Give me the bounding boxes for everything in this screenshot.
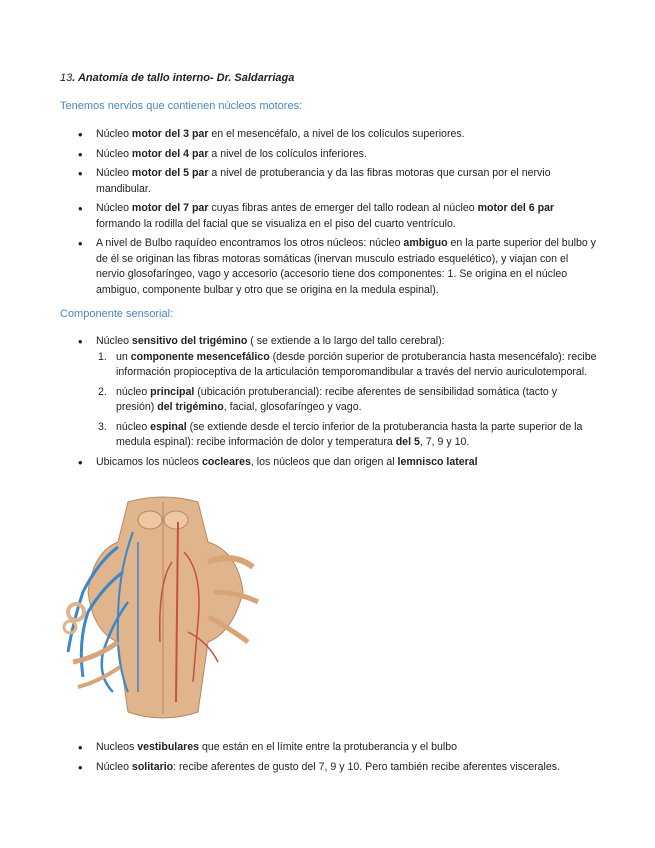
text: , 7, 9 y 10. — [419, 436, 470, 448]
bold-text: motor del 6 par — [477, 202, 555, 214]
list-item — [78, 201, 598, 232]
text: Núcleo — [96, 335, 132, 347]
bold-text: lemnisco lateral — [397, 455, 478, 468]
list-item — [78, 455, 598, 471]
sublist-item — [96, 420, 598, 451]
title-number: 13 — [60, 72, 73, 84]
bold-text: espinal — [150, 420, 187, 433]
bold-text: ambiguo — [403, 237, 448, 249]
motor-heading: Tenemos nervios que contienen núcleos motores: — [60, 100, 303, 112]
item-number: 3. — [98, 420, 107, 433]
item-number: 2. — [98, 385, 107, 398]
text: a nivel de los colículos inferiores. — [208, 147, 367, 160]
bold-text: vestibulares — [137, 741, 200, 753]
text: Núcleo — [96, 202, 132, 214]
text: a nivel de protuberancia y da las fibras motoras que cursan por el nervio mandibular. — [96, 167, 551, 195]
text: núcleo — [116, 420, 151, 433]
text: ( se extiende a lo largo del tallo cerebral): — [247, 335, 445, 347]
sensory-list — [78, 334, 598, 474]
brainstem-svg — [58, 492, 268, 724]
list-item — [78, 740, 598, 756]
text: cuyas fibras antes de emerger del tallo rodean al núcleo — [208, 202, 478, 214]
brainstem-illustration-icon — [58, 492, 268, 724]
page-title — [60, 72, 294, 84]
text: : recibe aferentes de gusto del 7, 9 y 10. Pero también recibe aferentes viscerales. — [173, 760, 561, 773]
text: , facial, glosofaríngeo y vago. — [223, 401, 362, 413]
sensory-heading: Componente sensorial: — [60, 308, 174, 320]
text: (ubicación protuberancial): recibe aferentes de sensibilidad somática (tacto y presión) — [116, 385, 558, 413]
text: en el mesencéfalo, a nivel de los colículos superiores. — [208, 128, 465, 140]
text: Nucleos — [96, 741, 138, 753]
text: Núcleo — [96, 167, 132, 179]
bold-text: motor del 3 par — [131, 128, 209, 140]
bold-text: del trigémino — [157, 401, 224, 413]
text: que están en el límite entre la protuberancia y el bulbo — [199, 741, 458, 753]
bottom-list — [78, 740, 598, 779]
text: Ubicamos los núcleos — [96, 455, 202, 468]
list-item — [78, 760, 598, 776]
bold-text: principal — [150, 385, 195, 398]
bold-text: sensitivo del trigémino — [131, 335, 248, 347]
bold-text: cocleares — [201, 455, 251, 468]
text: (se extiende desde el tercio inferior de la protuberancia hasta la parte superior de la medula espinal): recibe información de dolor y temperatura — [116, 420, 583, 448]
list-item — [78, 236, 598, 298]
text: un — [116, 350, 131, 363]
text: Núcleo — [96, 760, 132, 773]
sublist-item — [96, 350, 598, 381]
bold-text: del 5 — [395, 436, 420, 448]
bold-text: componente mesencefálico — [130, 350, 270, 363]
title-text: . Anatomía de tallo interno- Dr. Saldarriaga — [72, 72, 295, 84]
bold-text: motor del 4 par — [131, 147, 209, 160]
text: Núcleo — [96, 128, 132, 140]
list-item — [78, 166, 598, 197]
list-item — [78, 334, 598, 451]
text: núcleo — [116, 385, 151, 398]
text: en la parte superior del bulbo y de él se originan las fibras motoras somáticas (inervan musculo estriado esquelético), y viajan con el nervio glosofaríngeo, vago y accesorio (accesorio tiene dos componentes: 1. Se origina en el núcleo ambiguo, componente bulbar y otro que se origina en la medula espinal). — [96, 237, 596, 296]
bold-text: motor del 7 par — [131, 202, 209, 214]
list-item — [78, 147, 598, 163]
text: A nivel de Bulbo raquídeo encontramos los otros núcleos: núcleo — [96, 237, 404, 249]
text: (desde porción superior de protuberancia hasta mesencéfalo): recibe información propioceptiva de la articulación temporomandibular a través del nervio auriculotemporal. — [116, 350, 597, 378]
motor-list — [78, 127, 598, 302]
text: formando la rodilla del facial que se visualiza en el piso del cuarto ventrículo. — [96, 217, 456, 230]
bold-text: motor del 5 par — [131, 167, 209, 179]
list-item — [78, 127, 598, 143]
trigeminal-sublist — [96, 350, 598, 451]
item-number: 1. — [98, 350, 107, 363]
sublist-item — [96, 385, 598, 416]
bold-text: solitario — [131, 760, 174, 773]
text: Núcleo — [96, 147, 132, 160]
text: , los núcleos que dan origen al — [250, 455, 398, 468]
